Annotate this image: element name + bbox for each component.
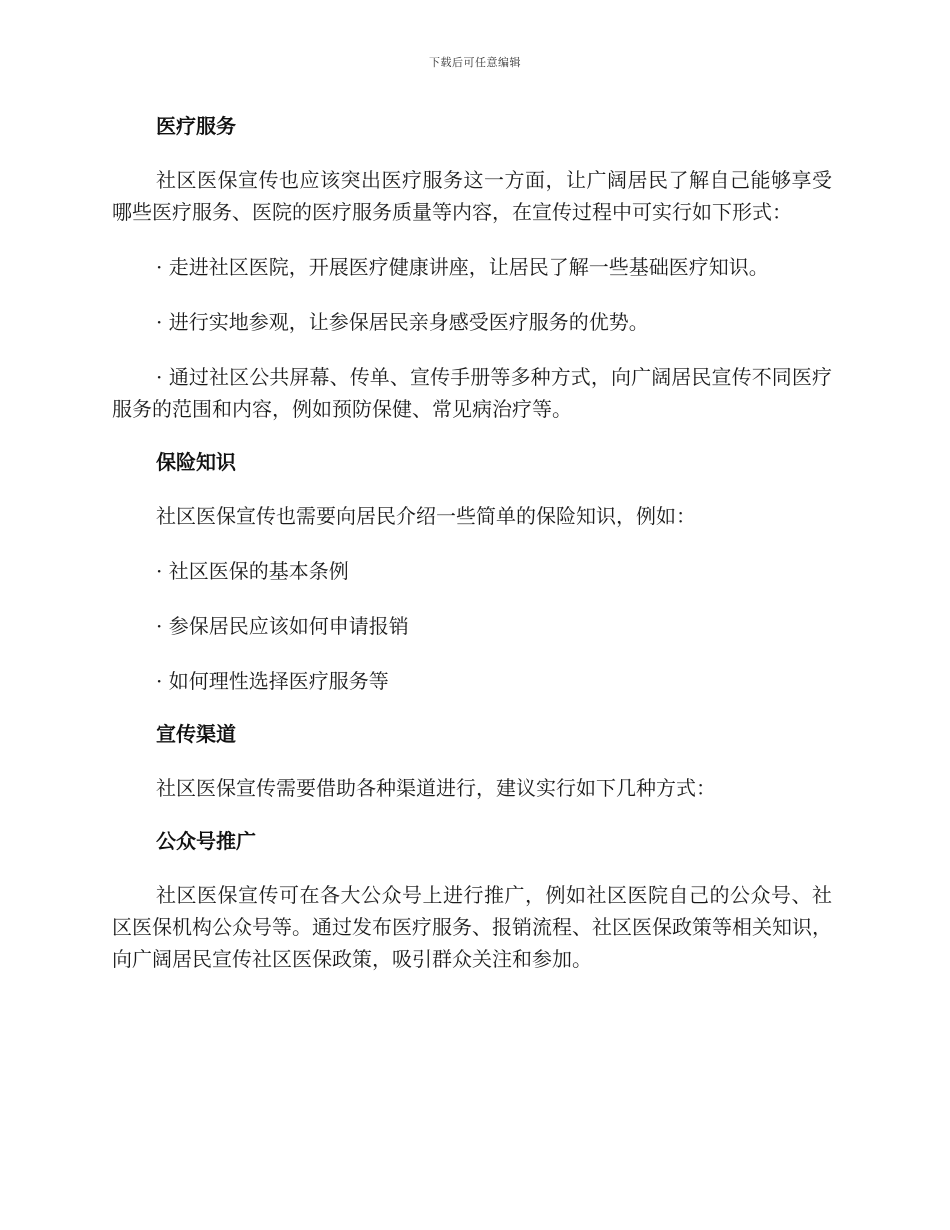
paragraph-channels-intro: 社区医保宣传需要借助各种渠道进行，建议实行如下几种方式： <box>156 776 716 800</box>
paragraph-medical-intro: 社区医保宣传也应该突出医疗服务这一方面，让广阔居民了解自己能够享受哪些医疗服务、医院的医疗服务质量等内容，在宣传过程中可实行如下形式： <box>112 168 832 224</box>
paragraph-insurance-intro: 社区医保宣传也需要向居民介绍一些简单的保险知识，例如： <box>156 504 696 528</box>
bullet-item: · 走进社区医院，开展医疗健康讲座，让居民了解一些基础医疗知识。 <box>156 255 769 279</box>
bullet-item: · 社区医保的基本条例 <box>156 559 349 583</box>
bullet-item: · 参保居民应该如何申请报销 <box>156 614 409 638</box>
document-body <box>112 110 832 998</box>
header-note: 下载后可任意编辑 <box>429 56 521 69</box>
section-heading-channels: 宣传渠道 <box>156 722 236 746</box>
paragraph-wechat-intro: 社区医保宣传可在各大公众号上进行推广，例如社区医院自己的公众号、社区医保机构公众号等。通过发布医疗服务、报销流程、社区医保政策等相关知识，向广阔居民宣传社区医保政策，吸引群众关注和参加。 <box>112 883 832 971</box>
section-heading-medical: 医疗服务 <box>156 114 236 138</box>
bullet-item: · 通过社区公共屏幕、传单、宣传手册等多种方式，向广阔居民宣传不同医疗服务的范围和内容，例如预防保健、常见病治疗等。 <box>112 365 832 421</box>
bullet-item: · 如何理性选择医疗服务等 <box>156 669 389 693</box>
section-heading-wechat: 公众号推广 <box>156 829 256 853</box>
bullet-item: · 进行实地参观，让参保居民亲身感受医疗服务的优势。 <box>156 310 649 334</box>
section-heading-insurance: 保险知识 <box>156 450 236 474</box>
